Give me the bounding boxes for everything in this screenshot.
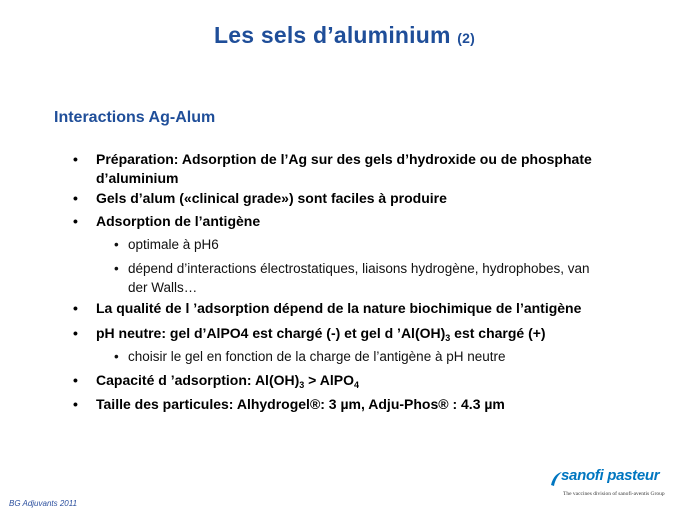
bullet-dot: • (73, 396, 78, 412)
slide-title-suffix: (2) (457, 30, 475, 46)
bullet-dot: • (73, 151, 78, 167)
bullet-dot: • (73, 213, 78, 229)
bullet-item (73, 150, 592, 188)
bullet-text-end: est chargé (+) (450, 325, 546, 341)
bullet-text-line1: Préparation: Adsorption de l’Ag sur des gels d’hydroxide ou de phosphate (96, 151, 592, 167)
bullet-dot: • (73, 372, 78, 388)
slide-title (0, 22, 689, 49)
bullet-text: Gels d’alum («clinical grade») sont faciles à produire (96, 190, 447, 206)
sub-bullet-dot: • (114, 349, 119, 364)
bullet-item (73, 395, 505, 414)
sub-bullet-dot: • (114, 237, 119, 252)
bullet-item (73, 212, 261, 231)
bullet-text: Adsorption de l’antigène (96, 213, 261, 229)
bullet-text: Taille des particules: Alhydrogel®: 3 µm, Adju-Phos® : 4.3 µm (96, 396, 505, 412)
sub-bullet-dot: • (114, 261, 119, 276)
bullet-item (73, 324, 546, 343)
footer-text: BG Adjuvants 2011 (9, 499, 78, 508)
logo-tagline: The vaccines division of sanofi-aventis Group (563, 491, 665, 497)
sub-bullet-item (114, 259, 590, 297)
sub-bullet-text-line1: dépend d’interactions électrostatiques, liaisons hydrogène, hydrophobes, van (128, 261, 590, 276)
bullet-item (73, 371, 359, 390)
subscript: 3 (299, 380, 305, 390)
subscript: 3 (445, 333, 451, 343)
bullet-item (73, 299, 582, 318)
bullet-text: pH neutre: gel d’AlPO4 est chargé (-) et gel d ’Al(OH) (96, 325, 446, 341)
bullet-item (73, 189, 447, 208)
bullet-dot: • (73, 325, 78, 341)
section-heading: Interactions Ag-Alum (54, 109, 216, 126)
sub-bullet-text-line2: der Walls… (128, 280, 198, 295)
sub-bullet-text: optimale à pH6 (128, 237, 219, 252)
bullet-text: La qualité de l ’adsorption dépend de la nature biochimique de l’antigène (96, 300, 582, 316)
sub-bullet-item (114, 347, 506, 366)
sub-bullet-item (114, 235, 219, 254)
sanofi-pasteur-logo (561, 467, 679, 501)
bullet-dot: • (73, 190, 78, 206)
bullet-text-mid: > AlPO (304, 372, 354, 388)
sub-bullet-text: choisir le gel en fonction de la charge de l’antigène à pH neutre (128, 349, 506, 364)
bullet-dot: • (73, 300, 78, 316)
slide-title-text: Les sels d’aluminium (214, 22, 451, 48)
bullet-text: Capacité d ’adsorption: Al(OH) (96, 372, 300, 388)
bullet-text-line2: d’aluminium (96, 170, 179, 186)
subscript: 4 (353, 380, 359, 390)
logo-wordmark: sanofi pasteur (561, 467, 660, 484)
